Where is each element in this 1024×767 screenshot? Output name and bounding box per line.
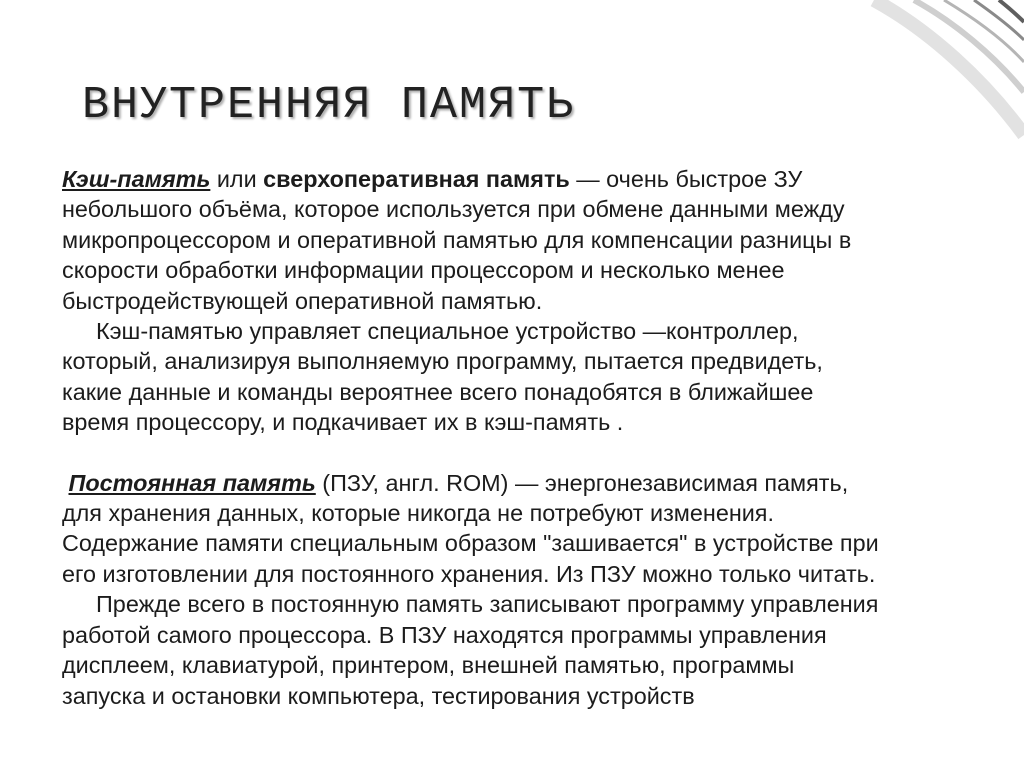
cache-line: скорости обработки информации процессором и несколько менее	[62, 257, 785, 284]
rom-line: для хранения данных, которые никогда не потребуют изменения.	[62, 500, 774, 527]
cache-term: Кэш-память	[62, 166, 211, 192]
cache-line: быстродействующей оперативной памятью.	[62, 287, 543, 314]
rom-line-1-rest: (ПЗУ, англ. ROM) — энергонезависимая память,	[315, 469, 849, 496]
corner-decoration	[834, 0, 1024, 150]
cache-line-1	[62, 164, 982, 194]
rom-para2-line: дисплеем, клавиатурой, принтером, внешней памятью, программы	[62, 652, 795, 679]
rom-term: Постоянная память	[68, 469, 316, 496]
cache-alt-term: сверхоперативная память	[263, 166, 570, 192]
cache-line: небольшого объёма, которое используется при обмене данными между	[62, 196, 845, 223]
rom-para2-line: Прежде всего в постоянную память записывают программу управления	[96, 591, 879, 618]
rom-line-1	[62, 468, 982, 498]
rom-para2-line: запуска и остановки компьютера, тестирования устройств	[62, 682, 695, 709]
cache-line: микропроцессором и оперативной памятью для компенсации разницы в	[62, 226, 852, 253]
slide-body	[62, 164, 982, 711]
cache-para2-line: какие данные и команды вероятнее всего понадобятся в ближайшее	[62, 378, 814, 405]
rom-line: Содержание памяти специальным образом "зашивается" в устройстве при	[62, 530, 879, 557]
cache-connector: или	[210, 166, 264, 192]
cache-line-1-rest: — очень быстрое ЗУ	[569, 166, 803, 192]
section-gap	[62, 438, 982, 468]
rom-para2-line: работой самого процессора. В ПЗУ находятся программы управления	[62, 621, 827, 648]
cache-para2-line: Кэш-памятью управляет специальное устройство —контроллер,	[96, 318, 799, 345]
rom-line: его изготовлении для постоянного хранения. Из ПЗУ можно только читать.	[62, 560, 876, 587]
cache-para2-line: время процессору, и подкачивает их в кэш-память .	[62, 409, 624, 436]
slide-title: ВНУТРЕННЯЯ ПАМЯТЬ	[82, 80, 576, 131]
cache-para2-line: который, анализируя выполняемую программу, пытается предвидеть,	[62, 348, 823, 375]
